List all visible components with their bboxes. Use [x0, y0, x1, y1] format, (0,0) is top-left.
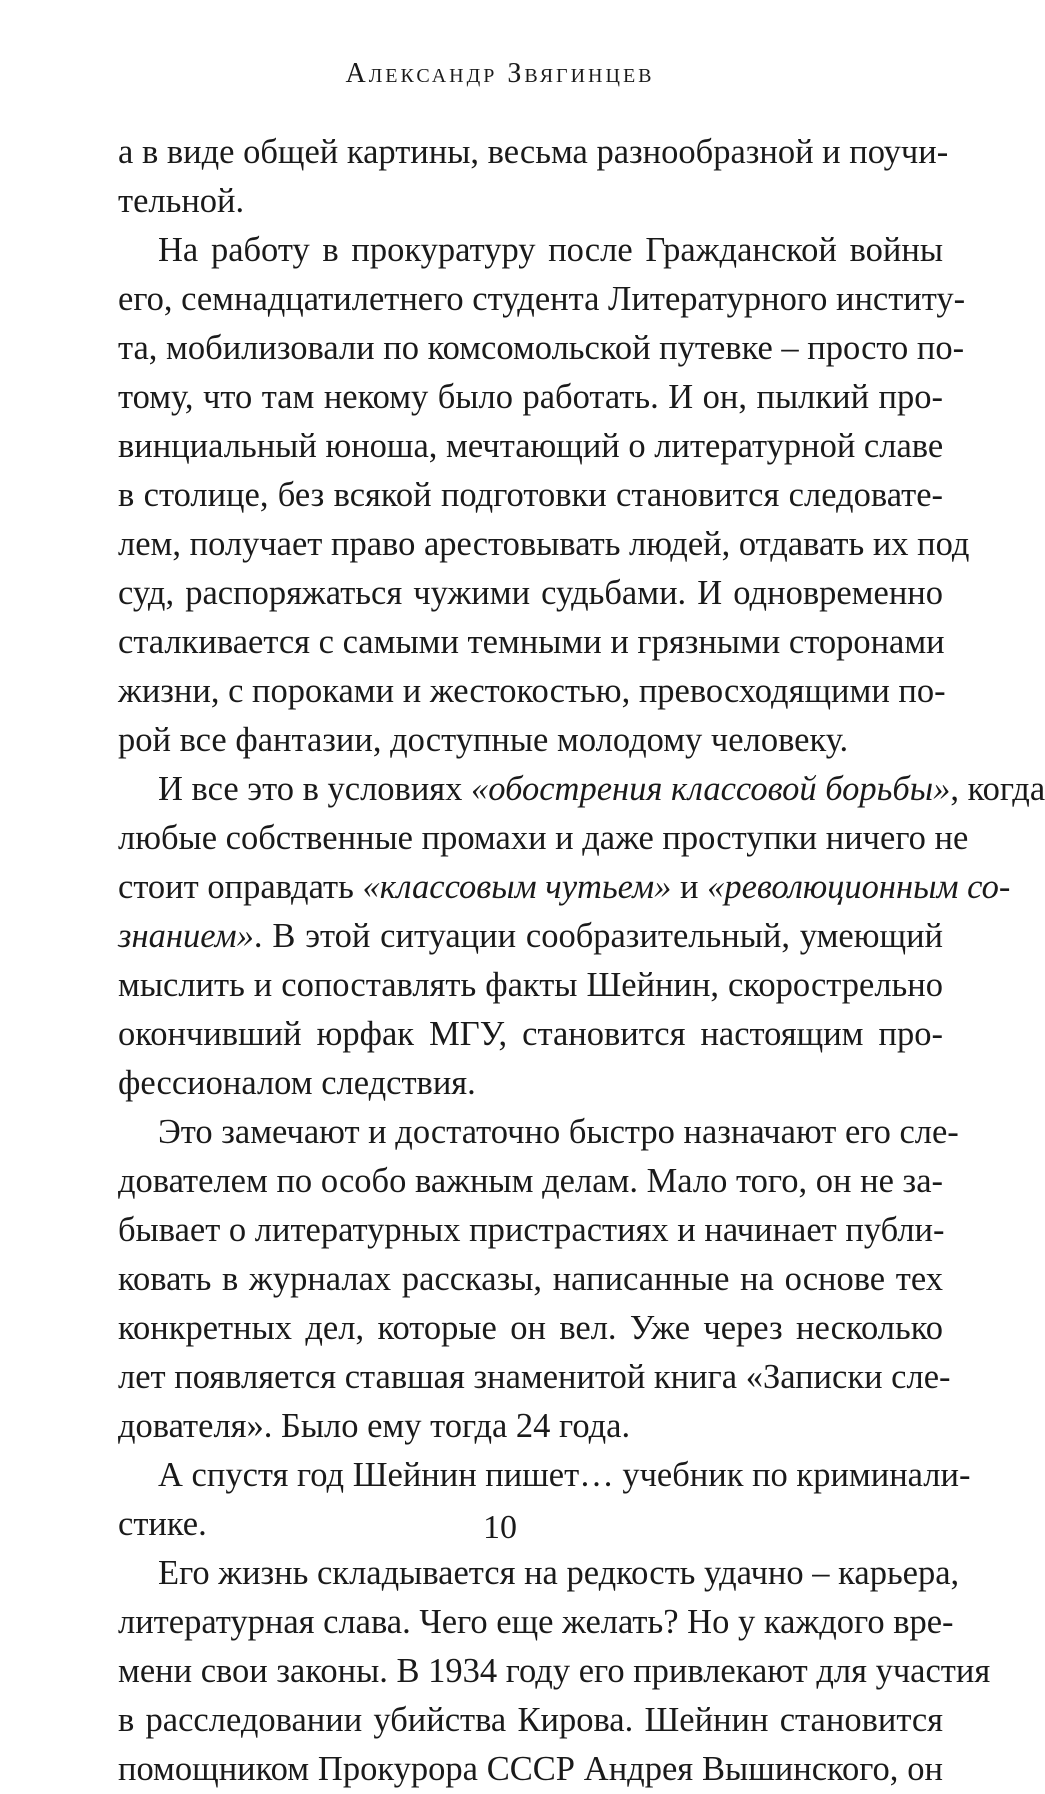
- page-number: 10: [483, 1509, 517, 1546]
- italic-quote: знанием»: [118, 917, 254, 955]
- text-line: в расследовании убийства Кирова. Шейнин становится: [118, 1701, 943, 1739]
- text-line: любые собственные промахи и даже проступки ничего не: [118, 819, 969, 857]
- text-line: окончивший юрфак МГУ, становится настоящим про-: [118, 1015, 943, 1053]
- text-line: мыслить и сопоставлять факты Шейнин, скорострельно: [118, 966, 943, 1004]
- text-line: тому, что там некому было работать. И он, пылкий про-: [118, 378, 943, 416]
- text-line: помощником Прокурора СССР Андрея Вышинского, он: [118, 1750, 943, 1788]
- text-run: стоит оправдать: [118, 868, 363, 906]
- text-line: винциальный юноша, мечтающий о литературной славе: [118, 427, 944, 465]
- text-line: тельной.: [118, 182, 245, 220]
- text-run: И все это в условиях: [158, 770, 472, 808]
- text-line: лет появляется ставшая знаменитой книга «Записки сле-: [118, 1358, 951, 1396]
- text-line: его, семнадцатилетнего студента Литературного институ-: [118, 280, 966, 318]
- text-line: мени свои законы. В 1934 году его привлекают для участия: [118, 1652, 991, 1690]
- italic-quote: «классовым чутьем»: [362, 868, 672, 906]
- text-line: суд, распоряжаться чужими судьбами. И одновременно: [118, 574, 943, 612]
- text-line: сталкивается с самыми темными и грязными сторонами: [118, 623, 945, 661]
- paragraph-first-line: Это замечают и достаточно быстро назначают его сле-: [158, 1113, 959, 1151]
- text-line: лем, получает право арестовывать людей, отдавать их под: [118, 525, 970, 563]
- text-line: в столице, без всякой подготовки становится следовате-: [118, 476, 943, 514]
- paragraph-first-line: А спустя год Шейнин пишет… учебник по криминали-: [158, 1456, 971, 1494]
- text-line: бывает о литературных пристрастиях и начинает публи-: [118, 1211, 945, 1249]
- italic-quote: «обострения классовой борьбы»: [471, 770, 951, 808]
- running-header: Александр Звягинцев: [345, 58, 655, 89]
- text-line: [118, 912, 943, 961]
- text-line: [118, 863, 1011, 912]
- italic-quote: «революционным со-: [707, 868, 1011, 906]
- text-line: а в виде общей картины, весьма разнообразной и поучи-: [118, 133, 949, 171]
- text-line: жизни, с пороками и жестокостью, превосходящими по-: [118, 672, 946, 710]
- text-line: та, мобилизовали по комсомольской путевке – просто по-: [118, 329, 965, 367]
- text-run: и: [671, 868, 708, 906]
- text-run: . В этой ситуации сообразительный, умеющий: [253, 917, 943, 955]
- paragraph-first-line: На работу в прокуратуру после Гражданской войны: [158, 231, 943, 269]
- text-line: фессионалом следствия.: [118, 1064, 476, 1102]
- text-line: дователем по особо важным делам. Мало того, он не за-: [118, 1162, 943, 1200]
- text-line: рой все фантазии, доступные молодому человеку.: [118, 721, 849, 759]
- text-line: стике.: [118, 1505, 207, 1543]
- paragraph-first-line: [118, 765, 1045, 814]
- text-line: дователя». Было ему тогда 24 года.: [118, 1407, 631, 1445]
- text-line: литературная слава. Чего еще желать? Но у каждого вре-: [118, 1603, 954, 1641]
- text-line: конкретных дел, которые он вел. Уже через несколько: [118, 1309, 943, 1347]
- paragraph-first-line: Его жизнь складывается на редкость удачно – карьера,: [158, 1554, 960, 1592]
- text-run: , когда: [950, 770, 1045, 808]
- text-line: ковать в журналах рассказы, написанные на основе тех: [118, 1260, 943, 1298]
